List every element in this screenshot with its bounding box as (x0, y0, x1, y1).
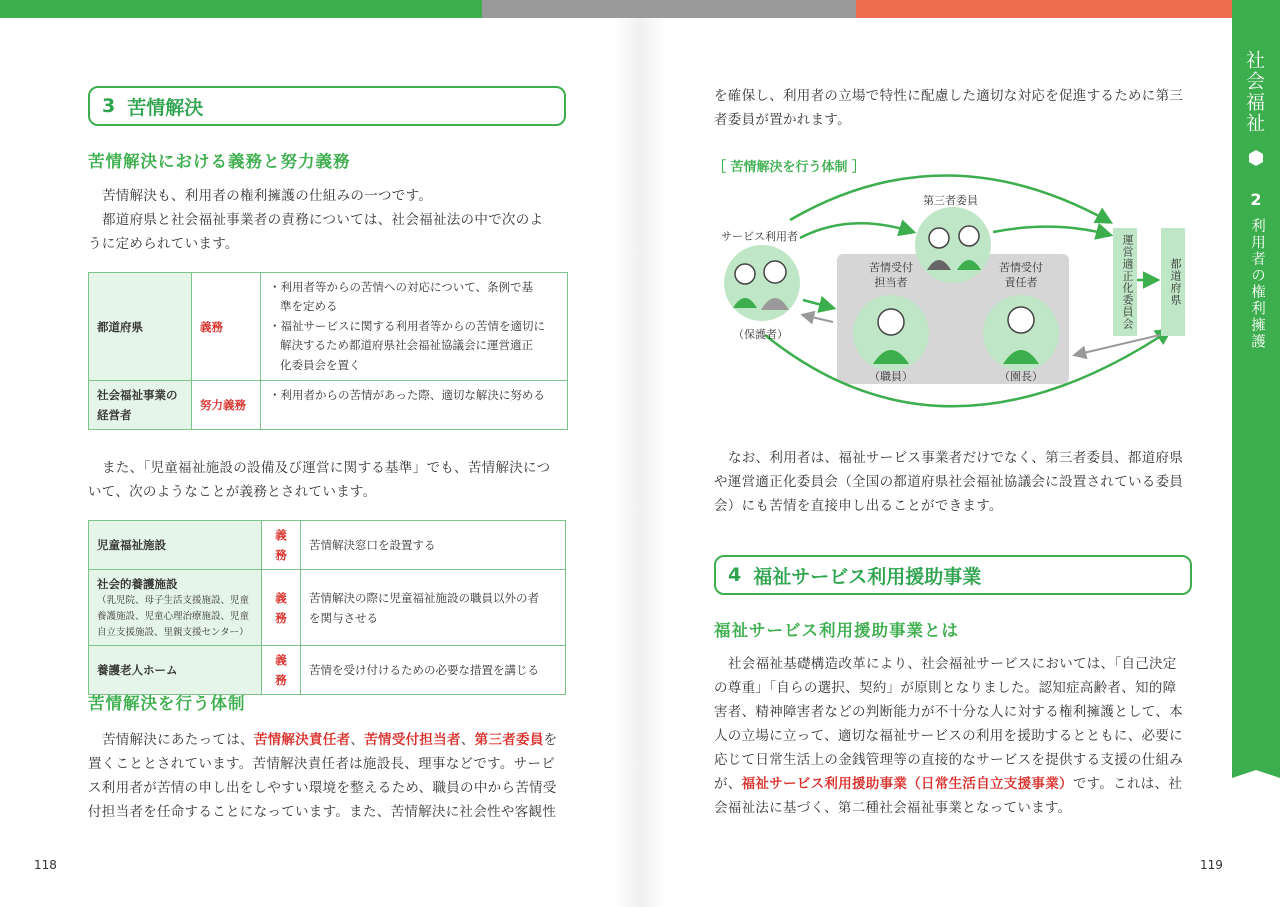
subheading-duties: 苦情解決における義務と努力義務 (88, 152, 351, 171)
table-cell-text: 苦情を受け付けるための必要な措置を講じる (301, 646, 566, 695)
table-row (89, 646, 566, 695)
label-service-user: サービス利用者 (721, 230, 798, 243)
table-cell-duty: 義務 (262, 570, 301, 646)
page-gutter (615, 18, 665, 907)
paragraph-continued: を確保し、利用者の立場で特性に配慮した適切な対応を促進するために第三 者委員が置かれます。 (714, 88, 1184, 128)
arrow-user-to-third (800, 223, 913, 238)
section-4-heading (714, 555, 1192, 595)
subheading-welfare-service: 福祉サービス利用援助事業とは (714, 621, 959, 640)
label-third-party: 第三者委員 (923, 194, 978, 207)
label-staff: （職員） (869, 370, 913, 383)
sidebar-section-title: 利用者の権利擁護 (1249, 218, 1265, 350)
arrow-facility-to-user (803, 315, 833, 322)
section-3-heading (88, 86, 566, 126)
table-cell-duty: 努力義務 (192, 381, 261, 430)
label-sekinin: 苦情受付 責任者 (999, 261, 1043, 289)
table-cell-text: ・利用者からの苦情があった際、適切な解決に努める (261, 381, 568, 430)
page-number-right: 119 (1200, 858, 1223, 872)
complaint-system-diagram (705, 150, 1205, 425)
table-cell-head: 養護老人ホーム (89, 646, 262, 695)
table-cell-duty: 義務 (192, 273, 261, 381)
diagram-caption: ［ 苦情解決を行う体制 ］ (713, 160, 866, 175)
top-bar-gray (482, 0, 856, 18)
label-director: （園長） (999, 370, 1043, 383)
table-cell-head: 都道府県 (89, 273, 192, 381)
paragraph-standards: また、「児童福祉施設の設備及び運営に関する基準」でも、苦情解決につ いて、次のようなことが義務とされています。 (88, 460, 551, 500)
section-number: 3 (102, 95, 116, 117)
label-prefecture: 都道府県 (1169, 258, 1182, 306)
third-party-circle (915, 207, 991, 283)
arrow-user-to-facility (803, 300, 833, 308)
table-row (89, 273, 568, 381)
table-cell-head: 社会的養護施設 （乳児院、母子生活支援施設、児童 養護施設、児童心理治療施設、児童 自立支援施設、里親支援センター） (89, 570, 262, 646)
section-title: 福祉サービス利用援助事業 (753, 565, 982, 588)
duties-table (88, 272, 568, 430)
page-number-left: 118 (34, 858, 57, 872)
paragraph-direct-complaint: なお、利用者は、福祉サービス事業者だけでなく、第三者委員、都道府県 や運営適正化委員会（全国の都道府県社会福祉協議会に設置されている委員 会）にも苦情を直接申し出ることができます。 (714, 450, 1184, 514)
table-cell-text: ・利用者等からの苦情への対応について、条例で基 準を定める ・福祉サービスに関する利用者等からの苦情を適切に 解決するため都道府県社会福祉協議会に運営適正 化委員会を置く (261, 273, 568, 381)
subheading-system: 苦情解決を行う体制 (88, 694, 246, 713)
section-title: 苦情解決 (127, 96, 204, 119)
table-row (89, 570, 566, 646)
paragraph-welfare-service: 社会福祉基礎構造改革により、社会福祉サービスにおいては、「自己決定 の尊重」「自らの選択、契約」が原則となりました。認知症高齢者、知的障 害者、精神障害者などの判断能力が不十分な人に対する権利擁護として、本 人の立場に立って、適切な福祉サービスの利用を援助するとともに、必要に 応じて日常生活上の金銭管理等の直接的なサービスを提供する支援の仕組み が、福祉サービス利用援助事業（日常生活自立支援事業）です。これは、社 会福祉法に基づく、第二種社会福祉事業となっています。 (714, 656, 1184, 816)
section-number: 4 (728, 564, 742, 586)
top-bar-green (0, 0, 482, 18)
table-cell-duty: 義務 (262, 646, 301, 695)
table-cell-duty: 義務 (262, 521, 301, 570)
table-cell-text: 苦情解決の際に児童福祉施設の職員以外の者 を関与させる (301, 570, 566, 646)
table-row (89, 521, 566, 570)
facility-duties-table (88, 520, 566, 695)
label-guardian: （保護者） (733, 328, 788, 341)
chapter-sidebar (1232, 0, 1280, 907)
table-row (89, 381, 568, 430)
paragraph-system: 苦情解決にあたっては、苦情解決責任者、苦情受付担当者、第三者委員を 置くこととされています。苦情解決責任者は施設長、理事などです。サービ ス利用者が苦情の申し出をしやすい環境を整えるため、職員の中から苦情受 付担当者を任命することになっています。また、苦情解決に社会性や客観性 (88, 732, 558, 820)
label-committee: 運営適正化委員会 (1121, 234, 1134, 330)
label-uketsuke: 苦情受付 担当者 (869, 261, 913, 289)
table-cell-head: 児童福祉施設 (89, 521, 262, 570)
table-cell-head: 社会福祉事業の 経営者 (89, 381, 192, 430)
top-bar-orange (856, 0, 1232, 18)
sidebar-section-number: 2 (1250, 190, 1262, 209)
arrow-third-to-committee (993, 227, 1110, 235)
table-cell-text: 苦情解決窓口を設置する (301, 521, 566, 570)
paragraph-intro: 苦情解決も、利用者の権利擁護の仕組みの一つです。 都道府県と社会福祉事業者の責務については、社会福祉法の中で次のよ うに定められています。 (88, 188, 544, 252)
sidebar-chapter: 社会福祉 (1243, 50, 1265, 134)
